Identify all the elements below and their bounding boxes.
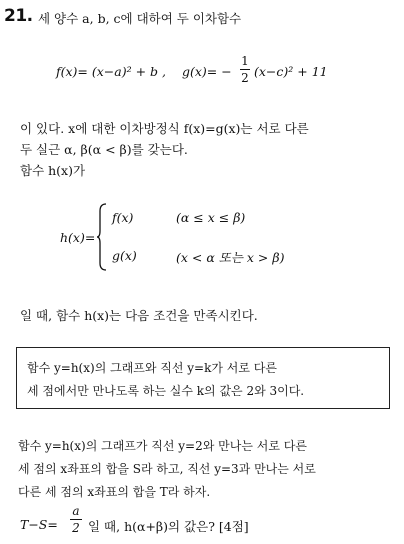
formula-g-fraction (240, 55, 250, 84)
final-fraction-bar (70, 519, 82, 520)
fraction-numerator: 1 (241, 54, 249, 68)
piecewise-lhs: h(x)= (60, 230, 96, 245)
para3-line2: 세 점의 x좌표의 합을 S라 하고, 직선 y=3과 만나는 서로 (18, 462, 316, 476)
final-lhs: T−S= (20, 517, 58, 532)
condition-line1: 함수 y=h(x)의 그래프와 직선 y=k가 서로 다른 (27, 361, 277, 375)
question-number: 21. (4, 6, 33, 26)
para3-line1: 함수 y=h(x)의 그래프가 직선 y=2와 만나는 서로 다른 (18, 439, 307, 453)
formula-g-rhs: (x−c)² + 11 (254, 64, 328, 79)
left-brace-icon (96, 203, 108, 271)
fraction-denominator: 2 (241, 71, 249, 85)
case2-cond: (x < α 또는 x > β) (176, 250, 285, 265)
final-fraction-denominator: 2 (72, 521, 80, 535)
condition-box (16, 347, 390, 409)
final-fraction (70, 505, 82, 534)
formula-f: f(x)= (x−a)² + b , (56, 64, 166, 79)
para1-line3: 함수 h(x)가 (20, 163, 86, 178)
fraction-bar (240, 69, 250, 70)
intro-text: 세 양수 a, b, c에 대하여 두 이차함수 (38, 11, 242, 26)
case1-cond: (α ≤ x ≤ β) (176, 210, 246, 225)
para1-line2: 두 실근 α, β(α < β)를 갖는다. (20, 142, 188, 157)
formula-g-lhs: g(x)= − (182, 64, 232, 79)
para1-line1: 이 있다. x에 대한 이차방정식 f(x)=g(x)는 서로 다른 (20, 121, 309, 136)
condition-line2: 세 점에서만 만나도록 하는 실수 k의 값은 2와 3이다. (27, 384, 305, 398)
final-rhs: 일 때, h(α+β)의 값은? [4점] (88, 519, 249, 534)
para3-line3: 다른 세 점의 x좌표의 합을 T라 하자. (18, 485, 211, 499)
case2-expr: g(x) (112, 248, 137, 263)
para2-text: 일 때, 함수 h(x)는 다음 조건을 만족시킨다. (20, 308, 258, 323)
final-fraction-numerator: a (72, 504, 80, 518)
case1-expr: f(x) (112, 210, 134, 225)
